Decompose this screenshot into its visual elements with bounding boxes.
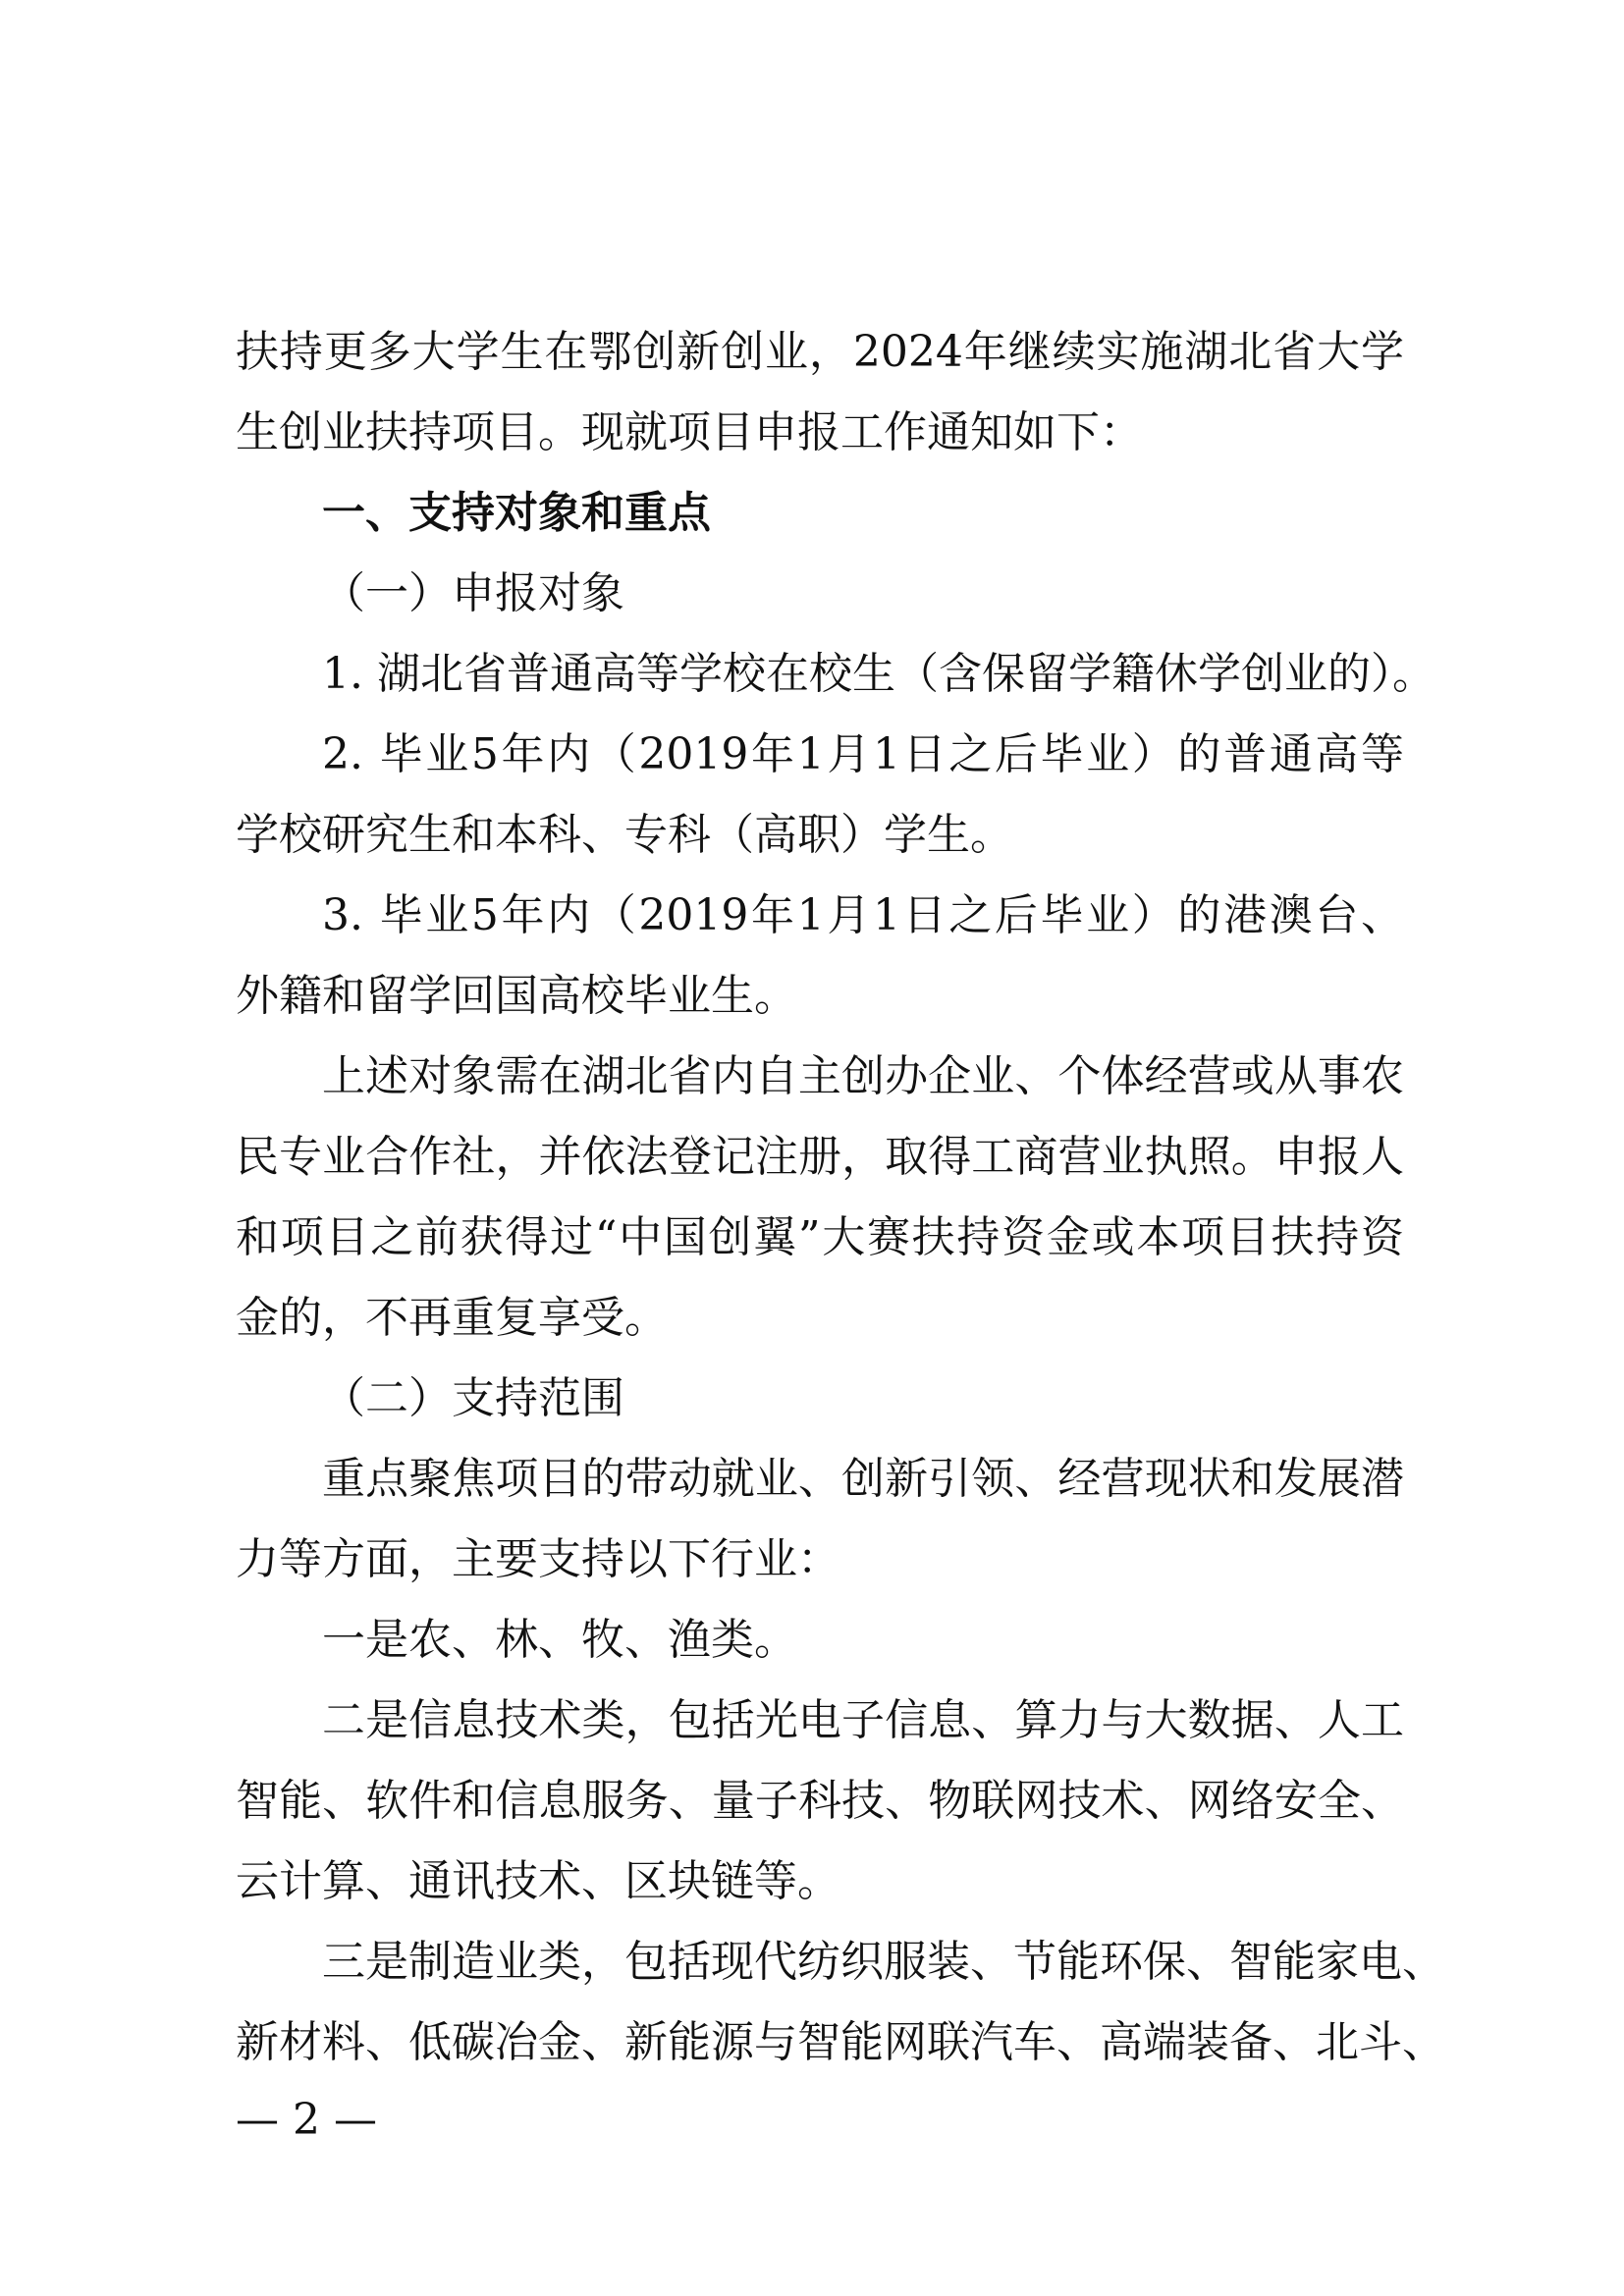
- text-line-19: 智能、软件和信息服务、量子科技、物联网技术、网络安全、: [236, 1776, 1404, 1826]
- document-body: [236, 312, 1445, 2083]
- page-number: — 2 —: [236, 2095, 377, 2145]
- text-line-12: 和项目之前获得过“中国创翼”大赛扶持资金或本项目扶持资: [236, 1212, 1404, 1262]
- text-line-22: 新材料、低碳冶金、新能源与智能网联汽车、高端装备、北斗、: [236, 2017, 1445, 2067]
- text-line-7: 学校研究生和本科、专科（高职）学生。: [236, 810, 1013, 860]
- text-line-5: 1. 湖北省普通高等学校在校生（含保留学籍休学创业的）。: [322, 649, 1435, 699]
- text-line-20: 云计算、通讯技术、区块链等。: [236, 1856, 840, 1906]
- text-line-21: 三是制造业类，包括现代纺织服装、节能环保、智能家电、: [322, 1937, 1445, 1987]
- subsection-heading-2: （二）支持范围: [322, 1373, 624, 1423]
- text-line-15: 重点聚焦项目的带动就业、创新引领、经营现状和发展潜: [322, 1454, 1404, 1504]
- text-line-18: 二是信息技术类，包括光电子信息、算力与大数据、人工: [322, 1695, 1404, 1745]
- text-line-9: 外籍和留学回国高校毕业生。: [236, 971, 797, 1021]
- text-line-8: 3. 毕业5年内（2019年1月1日之后毕业）的港澳台、: [322, 890, 1404, 940]
- text-line-17: 一是农、林、牧、渔类。: [322, 1615, 797, 1665]
- subsection-heading-1: （一）申报对象: [322, 568, 624, 618]
- text-line-13: 金的，不再重复享受。: [236, 1293, 668, 1343]
- text-line-2: 生创业扶持项目。现就项目申报工作通知如下：: [236, 407, 1143, 457]
- text-line-11: 民专业合作社，并依法登记注册，取得工商营业执照。申报人: [236, 1132, 1404, 1182]
- text-line-6: 2. 毕业5年内（2019年1月1日之后毕业）的普通高等: [322, 729, 1404, 779]
- text-line-10: 上述对象需在湖北省内自主创办企业、个体经营或从事农: [322, 1051, 1404, 1101]
- section-heading-1: 一、支持对象和重点: [322, 488, 711, 538]
- text-line-16: 力等方面，主要支持以下行业：: [236, 1534, 840, 1584]
- text-line-1: 扶持更多大学生在鄂创新创业，2024年继续实施湖北省大学: [236, 327, 1404, 377]
